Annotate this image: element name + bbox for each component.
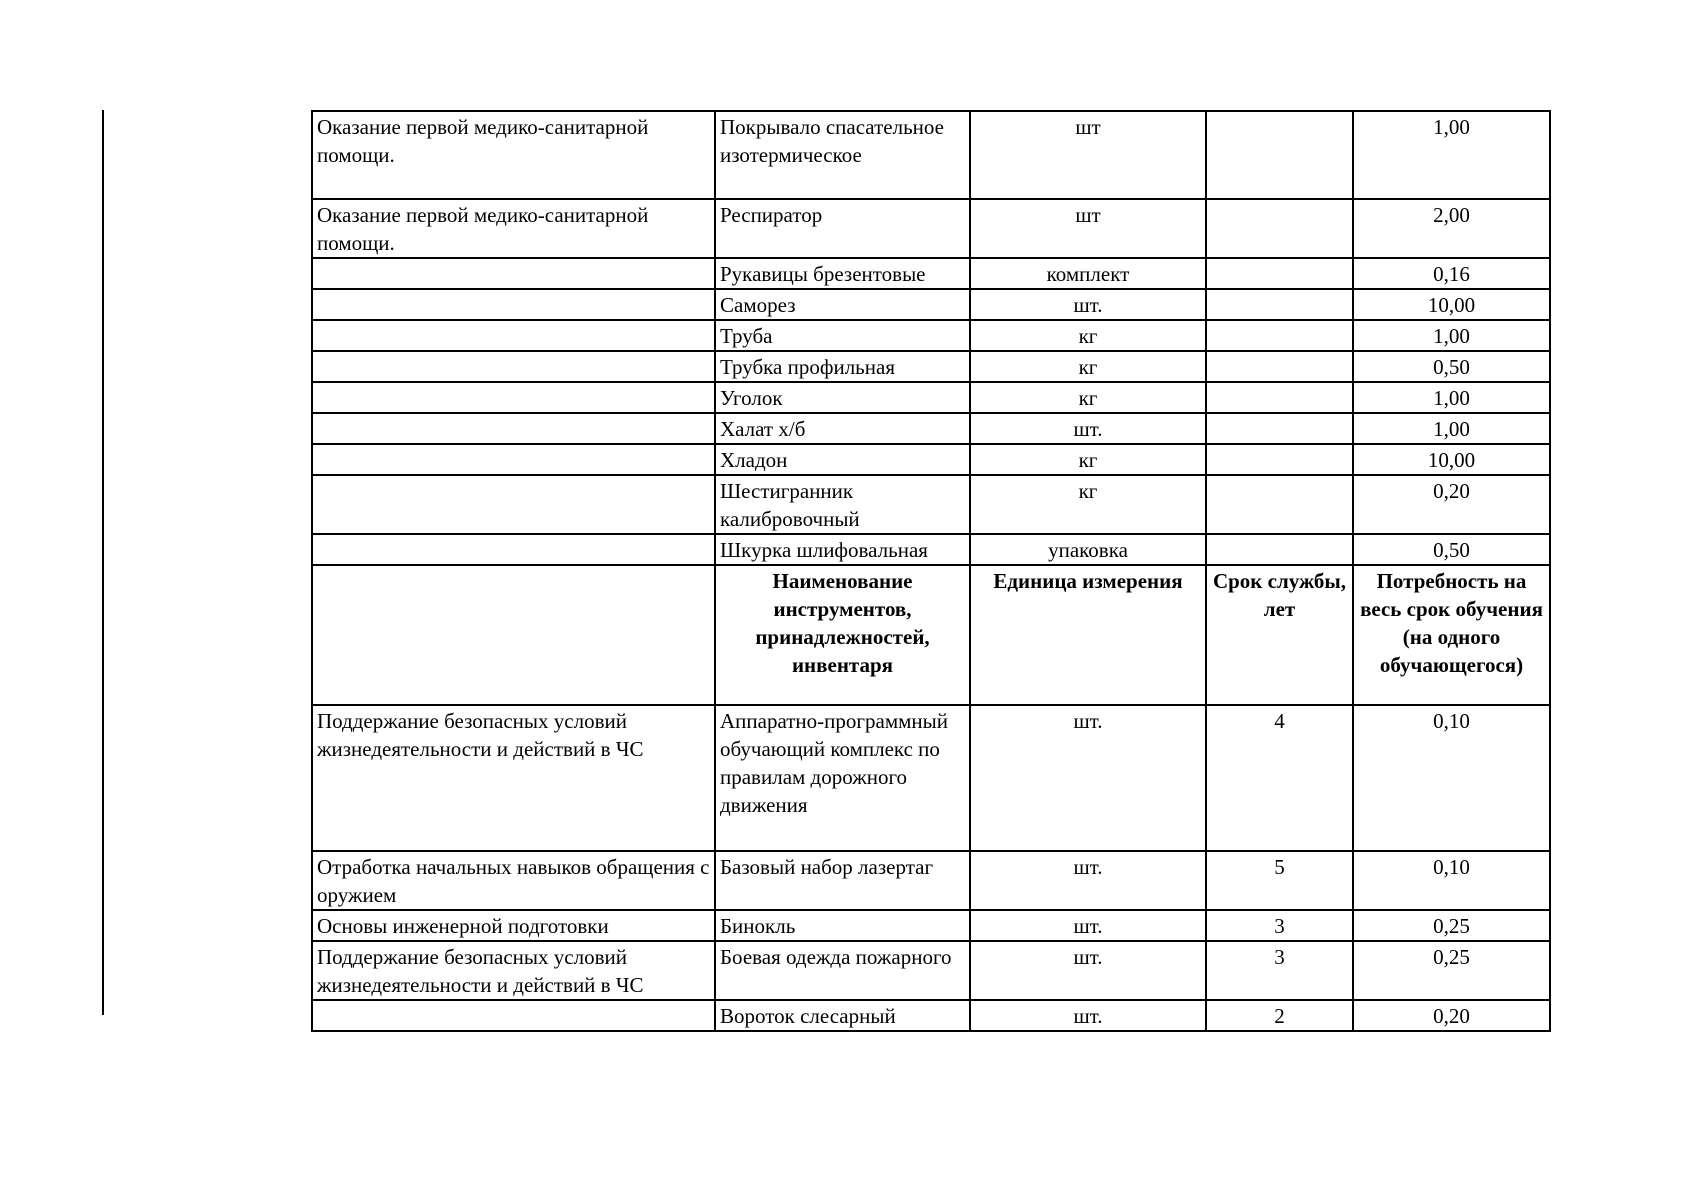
cell-unit: кг — [970, 320, 1206, 351]
header-cell-module — [312, 565, 715, 705]
cell-service-life — [1206, 289, 1353, 320]
cell-module: Основы инженерной подготовки — [312, 910, 715, 941]
cell-unit: комплект — [970, 258, 1206, 289]
cell-unit: упаковка — [970, 534, 1206, 565]
cell-service-life — [1206, 320, 1353, 351]
cell-need: 1,00 — [1353, 111, 1550, 199]
cell-need: 1,00 — [1353, 320, 1550, 351]
cell-need: 10,00 — [1353, 289, 1550, 320]
cell-module — [312, 444, 715, 475]
cell-unit: шт. — [970, 851, 1206, 910]
cell-service-life — [1206, 534, 1353, 565]
table-row — [312, 851, 1550, 910]
cell-module: Оказание первой медико-санитарной помощи. — [312, 199, 715, 258]
cell-service-life — [1206, 382, 1353, 413]
cell-module — [312, 382, 715, 413]
cell-module — [312, 1000, 715, 1031]
cell-item-name: Базовый набор лазертаг — [715, 851, 970, 910]
cell-service-life — [1206, 199, 1353, 258]
cell-unit: шт. — [970, 705, 1206, 851]
cell-unit: шт. — [970, 910, 1206, 941]
table-row — [312, 351, 1550, 382]
table-row — [312, 910, 1550, 941]
cell-service-life — [1206, 413, 1353, 444]
cell-service-life — [1206, 258, 1353, 289]
table-row — [312, 475, 1550, 534]
cell-service-life: 3 — [1206, 910, 1353, 941]
cell-item-name: Аппаратно-программный обучающий комплекс по правилам дорожного движения — [715, 705, 970, 851]
cell-item-name: Халат х/б — [715, 413, 970, 444]
cell-module: Оказание первой медико-санитарной помощи. — [312, 111, 715, 199]
cell-module — [312, 351, 715, 382]
cell-item-name: Хладон — [715, 444, 970, 475]
cell-unit: кг — [970, 444, 1206, 475]
cell-need: 0,50 — [1353, 351, 1550, 382]
cell-item-name: Уголок — [715, 382, 970, 413]
table-row — [312, 413, 1550, 444]
cell-need: 2,00 — [1353, 199, 1550, 258]
cell-item-name: Шестигранник калибровочный — [715, 475, 970, 534]
header-cell-service-life: Срок службы, лет — [1206, 565, 1353, 705]
table-row — [312, 705, 1550, 851]
cell-unit: шт — [970, 199, 1206, 258]
cell-service-life — [1206, 351, 1353, 382]
cell-service-life: 2 — [1206, 1000, 1353, 1031]
cell-service-life: 3 — [1206, 941, 1353, 1000]
table-row — [312, 534, 1550, 565]
table-row — [312, 941, 1550, 1000]
cell-need: 0,20 — [1353, 475, 1550, 534]
cell-unit: кг — [970, 351, 1206, 382]
cell-module — [312, 413, 715, 444]
cell-item-name: Бинокль — [715, 910, 970, 941]
table-row — [312, 382, 1550, 413]
cell-module — [312, 320, 715, 351]
cell-need: 0,10 — [1353, 705, 1550, 851]
cell-item-name: Вороток слесарный — [715, 1000, 970, 1031]
cell-need: 0,50 — [1353, 534, 1550, 565]
cell-need: 0,25 — [1353, 910, 1550, 941]
cell-item-name: Рукавицы брезентовые — [715, 258, 970, 289]
cell-unit: кг — [970, 382, 1206, 413]
cell-unit: шт. — [970, 289, 1206, 320]
table-row — [312, 258, 1550, 289]
cell-need: 10,00 — [1353, 444, 1550, 475]
cell-service-life — [1206, 475, 1353, 534]
page-margin-line — [102, 110, 104, 1015]
cell-module — [312, 534, 715, 565]
cell-unit: кг — [970, 475, 1206, 534]
table-row — [312, 111, 1550, 199]
header-cell-item-name: Наименование инструментов, принадлежностей, инвентаря — [715, 565, 970, 705]
cell-module: Поддержание безопасных условий жизнедеятельности и действий в ЧС — [312, 941, 715, 1000]
cell-service-life: 5 — [1206, 851, 1353, 910]
cell-unit: шт. — [970, 413, 1206, 444]
cell-need: 0,10 — [1353, 851, 1550, 910]
cell-module — [312, 258, 715, 289]
cell-unit: шт. — [970, 941, 1206, 1000]
equipment-table — [311, 110, 1551, 1032]
cell-item-name: Респиратор — [715, 199, 970, 258]
table-header-row — [312, 565, 1550, 705]
table-row — [312, 320, 1550, 351]
cell-module — [312, 289, 715, 320]
cell-need: 1,00 — [1353, 413, 1550, 444]
cell-item-name: Труба — [715, 320, 970, 351]
table-row — [312, 444, 1550, 475]
cell-need: 0,16 — [1353, 258, 1550, 289]
cell-item-name: Саморез — [715, 289, 970, 320]
cell-need: 0,20 — [1353, 1000, 1550, 1031]
header-cell-unit: Единица измерения — [970, 565, 1206, 705]
table-row — [312, 289, 1550, 320]
cell-need: 0,25 — [1353, 941, 1550, 1000]
cell-service-life — [1206, 444, 1353, 475]
cell-item-name: Боевая одежда пожарного — [715, 941, 970, 1000]
header-cell-need: Потребность на весь срок обучения (на одного обучающегося) — [1353, 565, 1550, 705]
cell-unit: шт — [970, 111, 1206, 199]
cell-item-name: Покрывало спасательное изотермическое — [715, 111, 970, 199]
cell-module: Отработка начальных навыков обращения с оружием — [312, 851, 715, 910]
cell-item-name: Шкурка шлифовальная — [715, 534, 970, 565]
cell-module — [312, 475, 715, 534]
cell-service-life: 4 — [1206, 705, 1353, 851]
cell-module: Поддержание безопасных условий жизнедеятельности и действий в ЧС — [312, 705, 715, 851]
table-row — [312, 1000, 1550, 1031]
table-row — [312, 199, 1550, 258]
cell-service-life — [1206, 111, 1353, 199]
cell-item-name: Трубка профильная — [715, 351, 970, 382]
cell-need: 1,00 — [1353, 382, 1550, 413]
cell-unit: шт. — [970, 1000, 1206, 1031]
